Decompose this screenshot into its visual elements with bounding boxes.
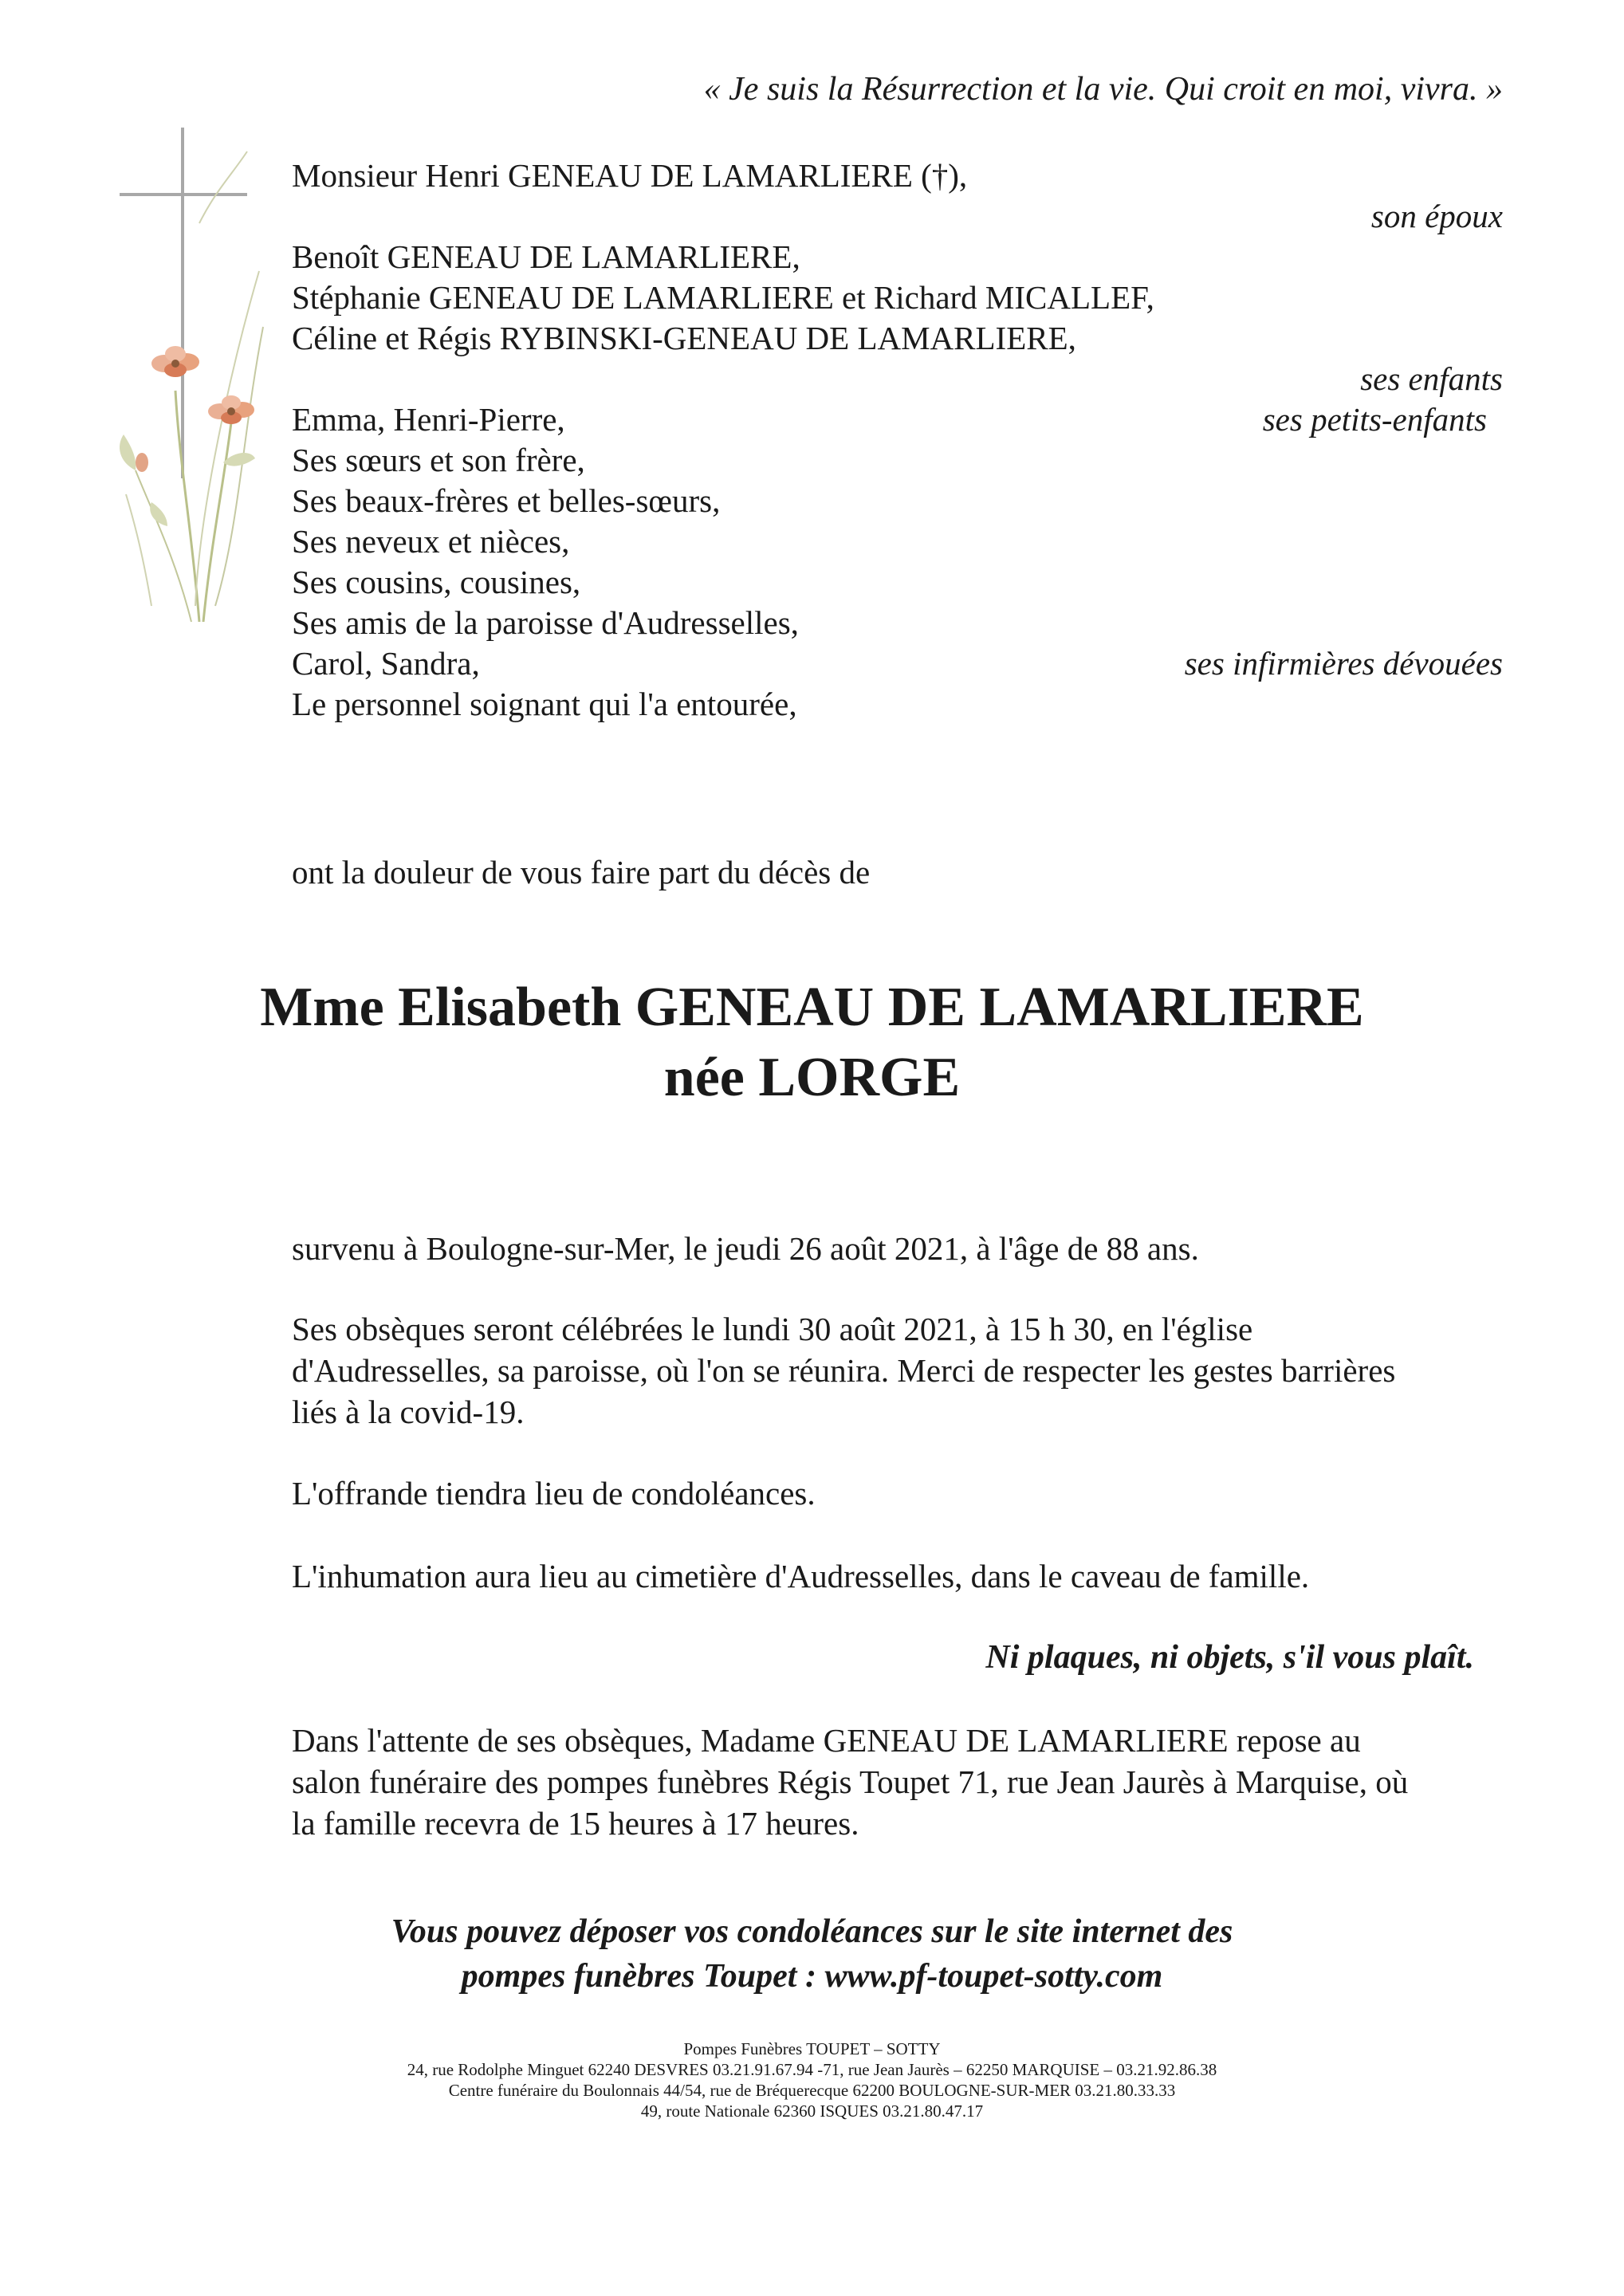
family-child: Céline et Régis RYBINSKI-GENEAU DE LAMARLIERE,	[292, 320, 1076, 356]
funeral-home-footer	[0, 2038, 1624, 2121]
footer-address: 24, rue Rodolphe Minguet 62240 DESVRES 03.21.91.67.94 -71, rue Jean Jaurès – 62250 MARQUISE – 03.21.92.86.38	[407, 2060, 1217, 2079]
relation-grandchildren: ses petits-enfants	[1262, 401, 1487, 438]
burial-details: L'inhumation aura lieu au cimetière d'Audresselles, dans le caveau de famille.	[292, 1558, 1310, 1594]
cross-vertical-bar	[181, 128, 184, 478]
flower-stem	[203, 423, 231, 622]
relation-husband: son époux	[1370, 198, 1503, 234]
leaf	[223, 453, 255, 466]
family-other: Ses beaux-frères et belles-sœurs,	[292, 482, 721, 519]
footer-address: Centre funéraire du Boulonnais 44/54, rue de Bréquerecque 62200 BOULOGNE-SUR-MER 03.21.80.33.33	[448, 2081, 1176, 2100]
website-notice-line: pompes funèbres Toupet : www.pf-toupet-sotty.com	[461, 1958, 1163, 1995]
deceased-name: Mme Elisabeth GENEAU DE LAMARLIERE	[260, 977, 1364, 1038]
family-husband: Monsieur Henri GENEAU DE LAMARLIERE (†),	[292, 157, 968, 194]
no-plaques-request: Ni plaques, ni objets, s'il vous plaît.	[985, 1639, 1474, 1676]
relation-children: ses enfants	[1360, 360, 1503, 397]
deceased-maiden-name: née LORGE	[663, 1047, 961, 1108]
family-other: Ses amis de la paroisse d'Audresselles,	[292, 604, 799, 641]
family-list	[292, 155, 1154, 725]
flower-bud	[136, 453, 148, 472]
footer-address: 49, route Nationale 62360 ISQUES 03.21.80.47.17	[640, 2101, 984, 2121]
family-other: Ses sœurs et son frère,	[292, 442, 585, 478]
family-child: Benoît GENEAU DE LAMARLIERE,	[292, 238, 800, 275]
condolences-website-notice	[0, 1909, 1624, 1999]
funeral-line: Ses obsèques seront célébrées le lundi 30 août 2021, à 15 h 30, en l'église	[292, 1311, 1253, 1347]
leaf	[150, 502, 167, 526]
death-details: survenu à Boulogne-sur-Mer, le jeudi 26 août 2021, à l'âge de 88 ans.	[292, 1230, 1199, 1267]
cross-with-flowers-illustration	[104, 128, 295, 622]
deceased-name-block	[0, 973, 1624, 1132]
family-other: Ses neveux et nièces,	[292, 523, 570, 560]
leaf	[120, 434, 136, 470]
poppy-flower-bottom	[208, 395, 254, 424]
viewing-line: salon funéraire des pompes funèbres Régis Toupet 71, rue Jean Jaurès à Marquise, où	[292, 1763, 1409, 1800]
website-notice-line: Vous pouvez déposer vos condoléances sur le site internet des	[391, 1913, 1233, 1950]
funeral-line: d'Audresselles, sa paroisse, où l'on se réunira. Merci de respecter les gestes barrières	[292, 1352, 1396, 1389]
funeral-details	[292, 1308, 1395, 1433]
family-staff: Le personnel soignant qui l'a entourée,	[292, 686, 797, 722]
offering-note: L'offrande tiendra lieu de condoléances.	[292, 1475, 816, 1512]
grass-blade	[199, 151, 247, 223]
family-nurses: Carol, Sandra,	[292, 645, 480, 682]
viewing-details	[292, 1720, 1408, 1844]
cross-horizontal-bar	[120, 193, 247, 196]
family-other: Ses cousins, cousines,	[292, 564, 581, 600]
poppy-flower-top	[151, 346, 199, 377]
family-grandchildren: Emma, Henri-Pierre,	[292, 401, 565, 438]
scripture-quote: « Je suis la Résurrection et la vie. Qui croit en moi, vivra. »	[703, 71, 1503, 108]
grass-blade	[126, 494, 151, 606]
viewing-line: Dans l'attente de ses obsèques, Madame GENEAU DE LAMARLIERE repose au	[292, 1722, 1361, 1759]
announcement-intro: ont la douleur de vous faire part du décès de	[292, 854, 871, 890]
flower-stem	[136, 470, 191, 622]
family-child: Stéphanie GENEAU DE LAMARLIERE et Richard MICALLEF,	[292, 279, 1154, 316]
funeral-line: liés à la covid-19.	[292, 1394, 525, 1430]
grass-blade	[215, 327, 263, 606]
relation-nurses: ses infirmières dévouées	[1184, 645, 1503, 682]
footer-company: Pompes Funèbres TOUPET – SOTTY	[683, 2039, 941, 2058]
viewing-line: la famille recevra de 15 heures à 17 heures.	[292, 1805, 859, 1842]
